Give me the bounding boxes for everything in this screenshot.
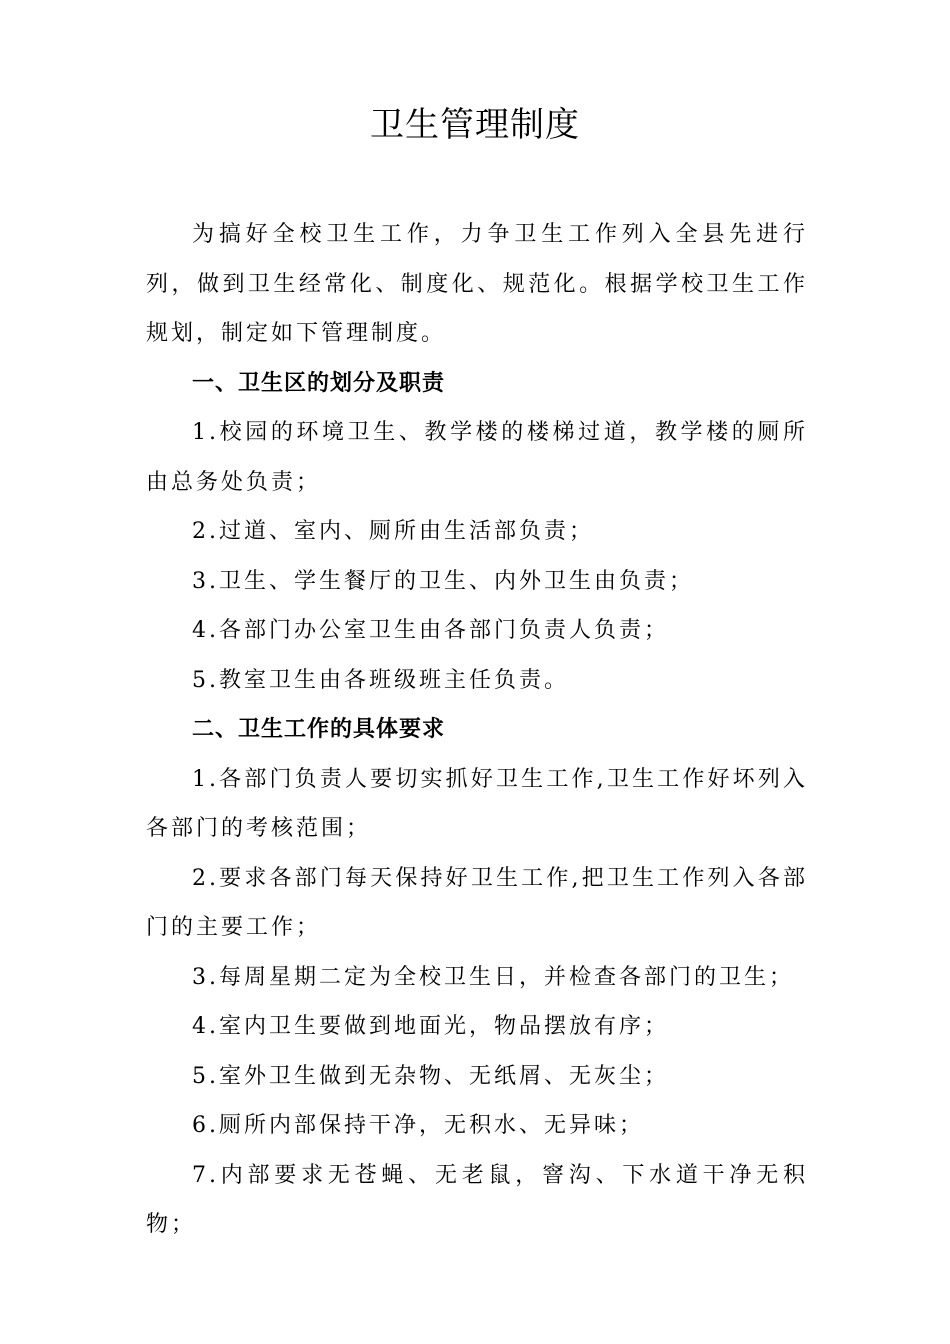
section1-item-5: 5.教室卫生由各班级班主任负责。 — [192, 667, 569, 693]
section2-item-4: 4.室内卫生要做到地面光，物品摆放有序； — [192, 1014, 669, 1039]
section2-item-7: 7.内部要求无苍蝇、无老鼠，窨沟、下水道干净无积物； — [146, 1162, 808, 1237]
section-heading-2: 二、卫生工作的具体要求 — [192, 717, 446, 742]
section1-item-4: 4.各部门办公室卫生由各部门负责人负责； — [192, 618, 669, 643]
section-heading-1: 一、卫生区的划分及职责 — [192, 370, 446, 396]
section2-item-6: 6.厕所内部保持干净，无积水、无异味； — [192, 1113, 644, 1138]
intro-paragraph: 为搞好全校卫生工作，力争卫生工作列入全县先进行列，做到卫生经常化、制度化、规范化。根据学校卫生工作规划，制定如下管理制度。 — [146, 222, 808, 346]
document-title: 卫生管理制度 — [370, 105, 580, 145]
section1-item-1: 1.校园的环境卫生、教学楼的楼梯过道，教学楼的厕所由总务处负责； — [146, 420, 808, 495]
section2-item-1: 1.各部门负责人要切实抓好卫生工作,卫生工作好坏列入各部门的考核范围； — [146, 766, 808, 841]
section2-item-3: 3.每周星期二定为全校卫生日，并检查各部门的卫生； — [192, 964, 794, 990]
section2-item-5: 5.室外卫生做到无杂物、无纸屑、无灰尘； — [192, 1063, 669, 1089]
document-body — [146, 210, 808, 1250]
section2-item-2: 2.要求各部门每天保持好卫生工作,把卫生工作列入各部门的主要工作； — [146, 865, 808, 940]
section1-item-2: 2.过道、室内、厕所由生活部负责； — [192, 519, 594, 544]
section1-item-3: 3.卫生、学生餐厅的卫生、内外卫生由负责； — [192, 568, 694, 594]
